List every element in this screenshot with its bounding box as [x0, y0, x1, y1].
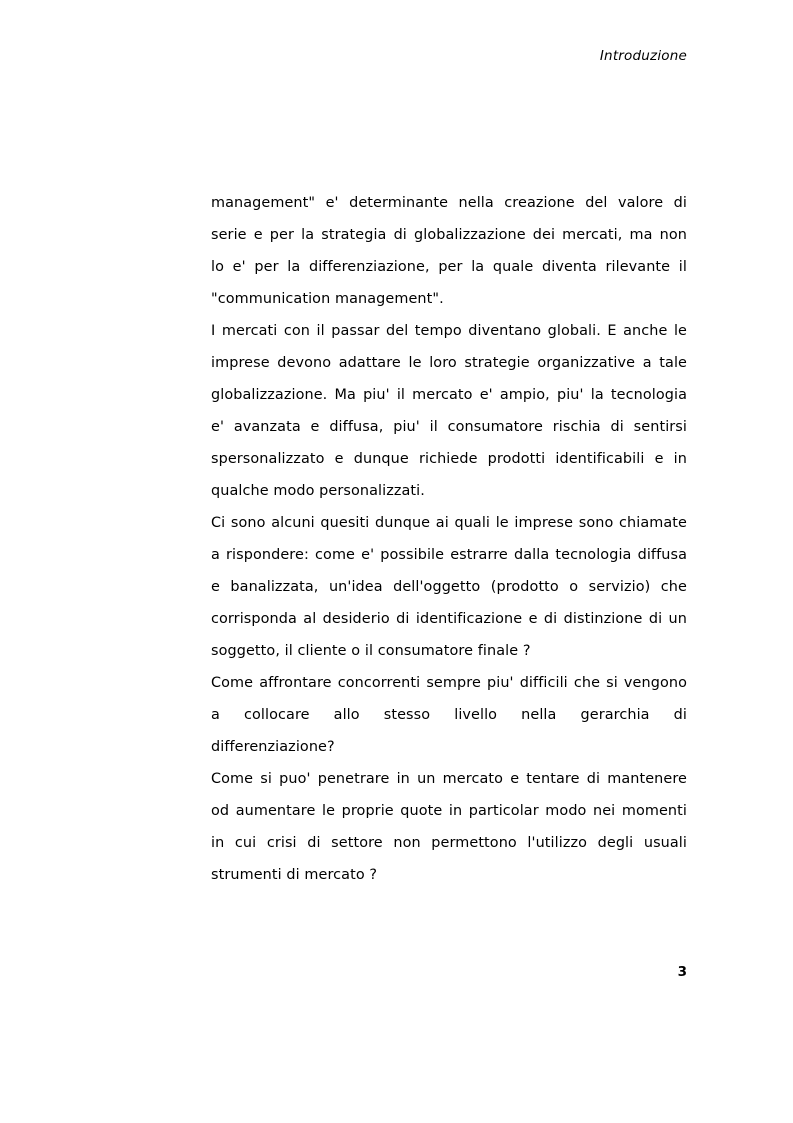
text-line: globalizzazione. Ma piu' il mercato e' ampio, piu' la tecnologia	[211, 387, 687, 403]
text-line: e banalizzata, un'idea dell'oggetto (prodotto o servizio) che	[211, 579, 687, 595]
text-line: a rispondere: come e' possibile estrarre dalla tecnologia diffusa	[211, 547, 687, 563]
text-line: soggetto, il cliente o il consumatore finale ?	[211, 643, 531, 659]
text-line: differenziazione?	[211, 739, 335, 755]
text-line: "communication management".	[211, 291, 444, 307]
running-header: Introduzione	[599, 48, 687, 64]
text-line: spersonalizzato e dunque richiede prodotti identificabili e in	[211, 451, 687, 467]
text-line: od aumentare le proprie quote in particolar modo nei momenti	[211, 803, 687, 819]
text-line: management" e' determinante nella creazione del valore di	[211, 195, 687, 211]
text-line: serie e per la strategia di globalizzazione dei mercati, ma non	[211, 227, 687, 243]
text-line: qualche modo personalizzati.	[211, 483, 425, 499]
text-line: imprese devono adattare le loro strategie organizzative a tale	[211, 355, 687, 371]
text-line: e' avanzata e diffusa, piu' il consumatore rischia di sentirsi	[211, 419, 687, 435]
text-line: lo e' per la differenziazione, per la quale diventa rilevante il	[211, 259, 687, 275]
body-text	[211, 187, 687, 891]
text-line: I mercati con il passar del tempo diventano globali. E anche le	[211, 323, 687, 339]
text-line: in cui crisi di settore non permettono l'utilizzo degli usuali	[211, 835, 687, 851]
text-line: corrisponda al desiderio di identificazione e di distinzione di un	[211, 611, 687, 627]
page-number: 3	[677, 964, 687, 980]
text-line: Ci sono alcuni quesiti dunque ai quali le imprese sono chiamate	[211, 515, 687, 531]
text-line: Come si puo' penetrare in un mercato e tentare di mantenere	[211, 771, 687, 787]
text-line: strumenti di mercato ?	[211, 867, 378, 883]
text-line: Come affrontare concorrenti sempre piu' difficili che si vengono	[211, 675, 687, 691]
text-line: a collocare allo stesso livello nella gerarchia di	[211, 707, 687, 723]
